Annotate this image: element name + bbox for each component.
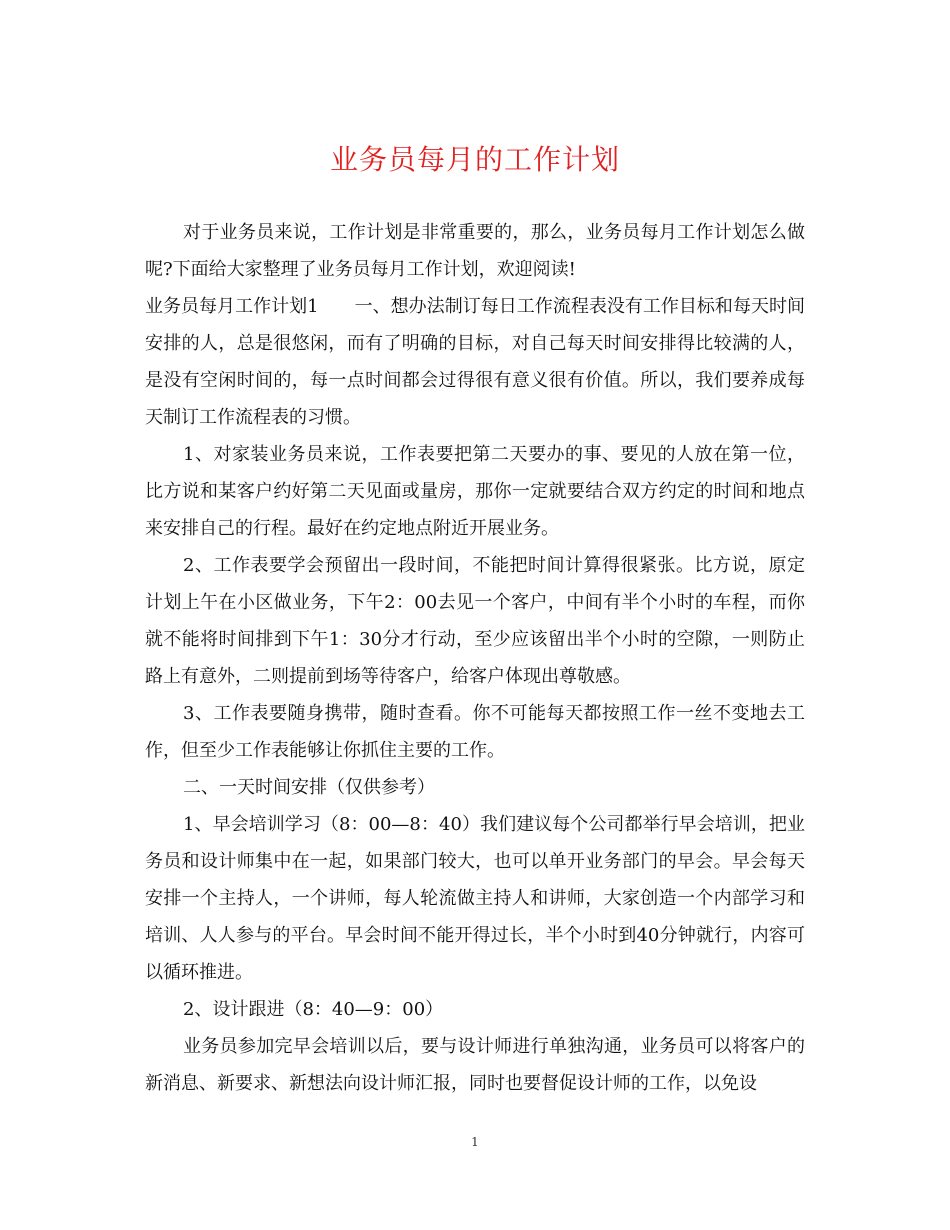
section-2-heading: 二、一天时间安排（仅供参考）: [183, 777, 435, 798]
document-title: 业务员每月的工作计划: [329, 143, 620, 176]
item-1-paragraph: 1、对家装业务员来说，工作表要把第二天要办的事、要见的人放在第一位，比方说和某客户约好第二天见面或量房，那你一定就要结合双方约定的时间和地点来安排自己的行程。最好在约定地点附近开展业务。: [145, 444, 805, 539]
schedule-2-paragraph: 业务员参加完早会培训以后，要与设计师进行单独沟通，业务员可以将客户的新消息、新要求、新想法向设计师汇报，同时也要督促设计师的工作，以免设: [145, 1036, 805, 1094]
schedule-1-paragraph: 1、早会培训学习（8：00—8：40）我们建议每个公司都举行早会培训，把业务员和设计师集中在一起，如果部门较大，也可以单开业务部门的早会。早会每天安排一个主持人，一个讲师，每人轮流做主持人和讲师，大家创造一个内部学习和培训、人人参与的平台。早会时间不能开得过长，半个小时到40分钟就行，内容可以循环推进。: [145, 814, 805, 983]
intro-paragraph: 对于业务员来说，工作计划是非常重要的，那么，业务员每月工作计划怎么做呢?下面给大家整理了业务员每月工作计划，欢迎阅读!: [145, 222, 805, 280]
document-body: [145, 214, 805, 1102]
plan-1-paragraph: 业务员每月工作计划1 一、想办法制订每日工作流程表没有工作目标和每天时间安排的人，总是很悠闲，而有了明确的目标，对自己每天时间安排得比较满的人，是没有空闲时间的，每一点时间都会过得很有意义很有价值。所以，我们要养成每天制订工作流程表的习惯。: [145, 296, 805, 428]
schedule-2-heading: 2、设计跟进（8：40—9：00）: [183, 999, 444, 1020]
page-number: 1: [471, 1135, 479, 1149]
item-3-paragraph: 3、工作表要随身携带，随时查看。你不可能每天都按照工作一丝不变地去工作，但至少工作表能够让你抓住主要的工作。: [145, 703, 805, 761]
item-2-paragraph: 2、工作表要学会预留出一段时间，不能把时间计算得很紧张。比方说，原定计划上午在小区做业务，下午2：00去见一个客户，中间有半个小时的车程，而你就不能将时间排到下午1：30分才行动，至少应该留出半个小时的空隙，一则防止路上有意外，二则提前到场等待客户，给客户体现出尊敬感。: [145, 555, 805, 687]
